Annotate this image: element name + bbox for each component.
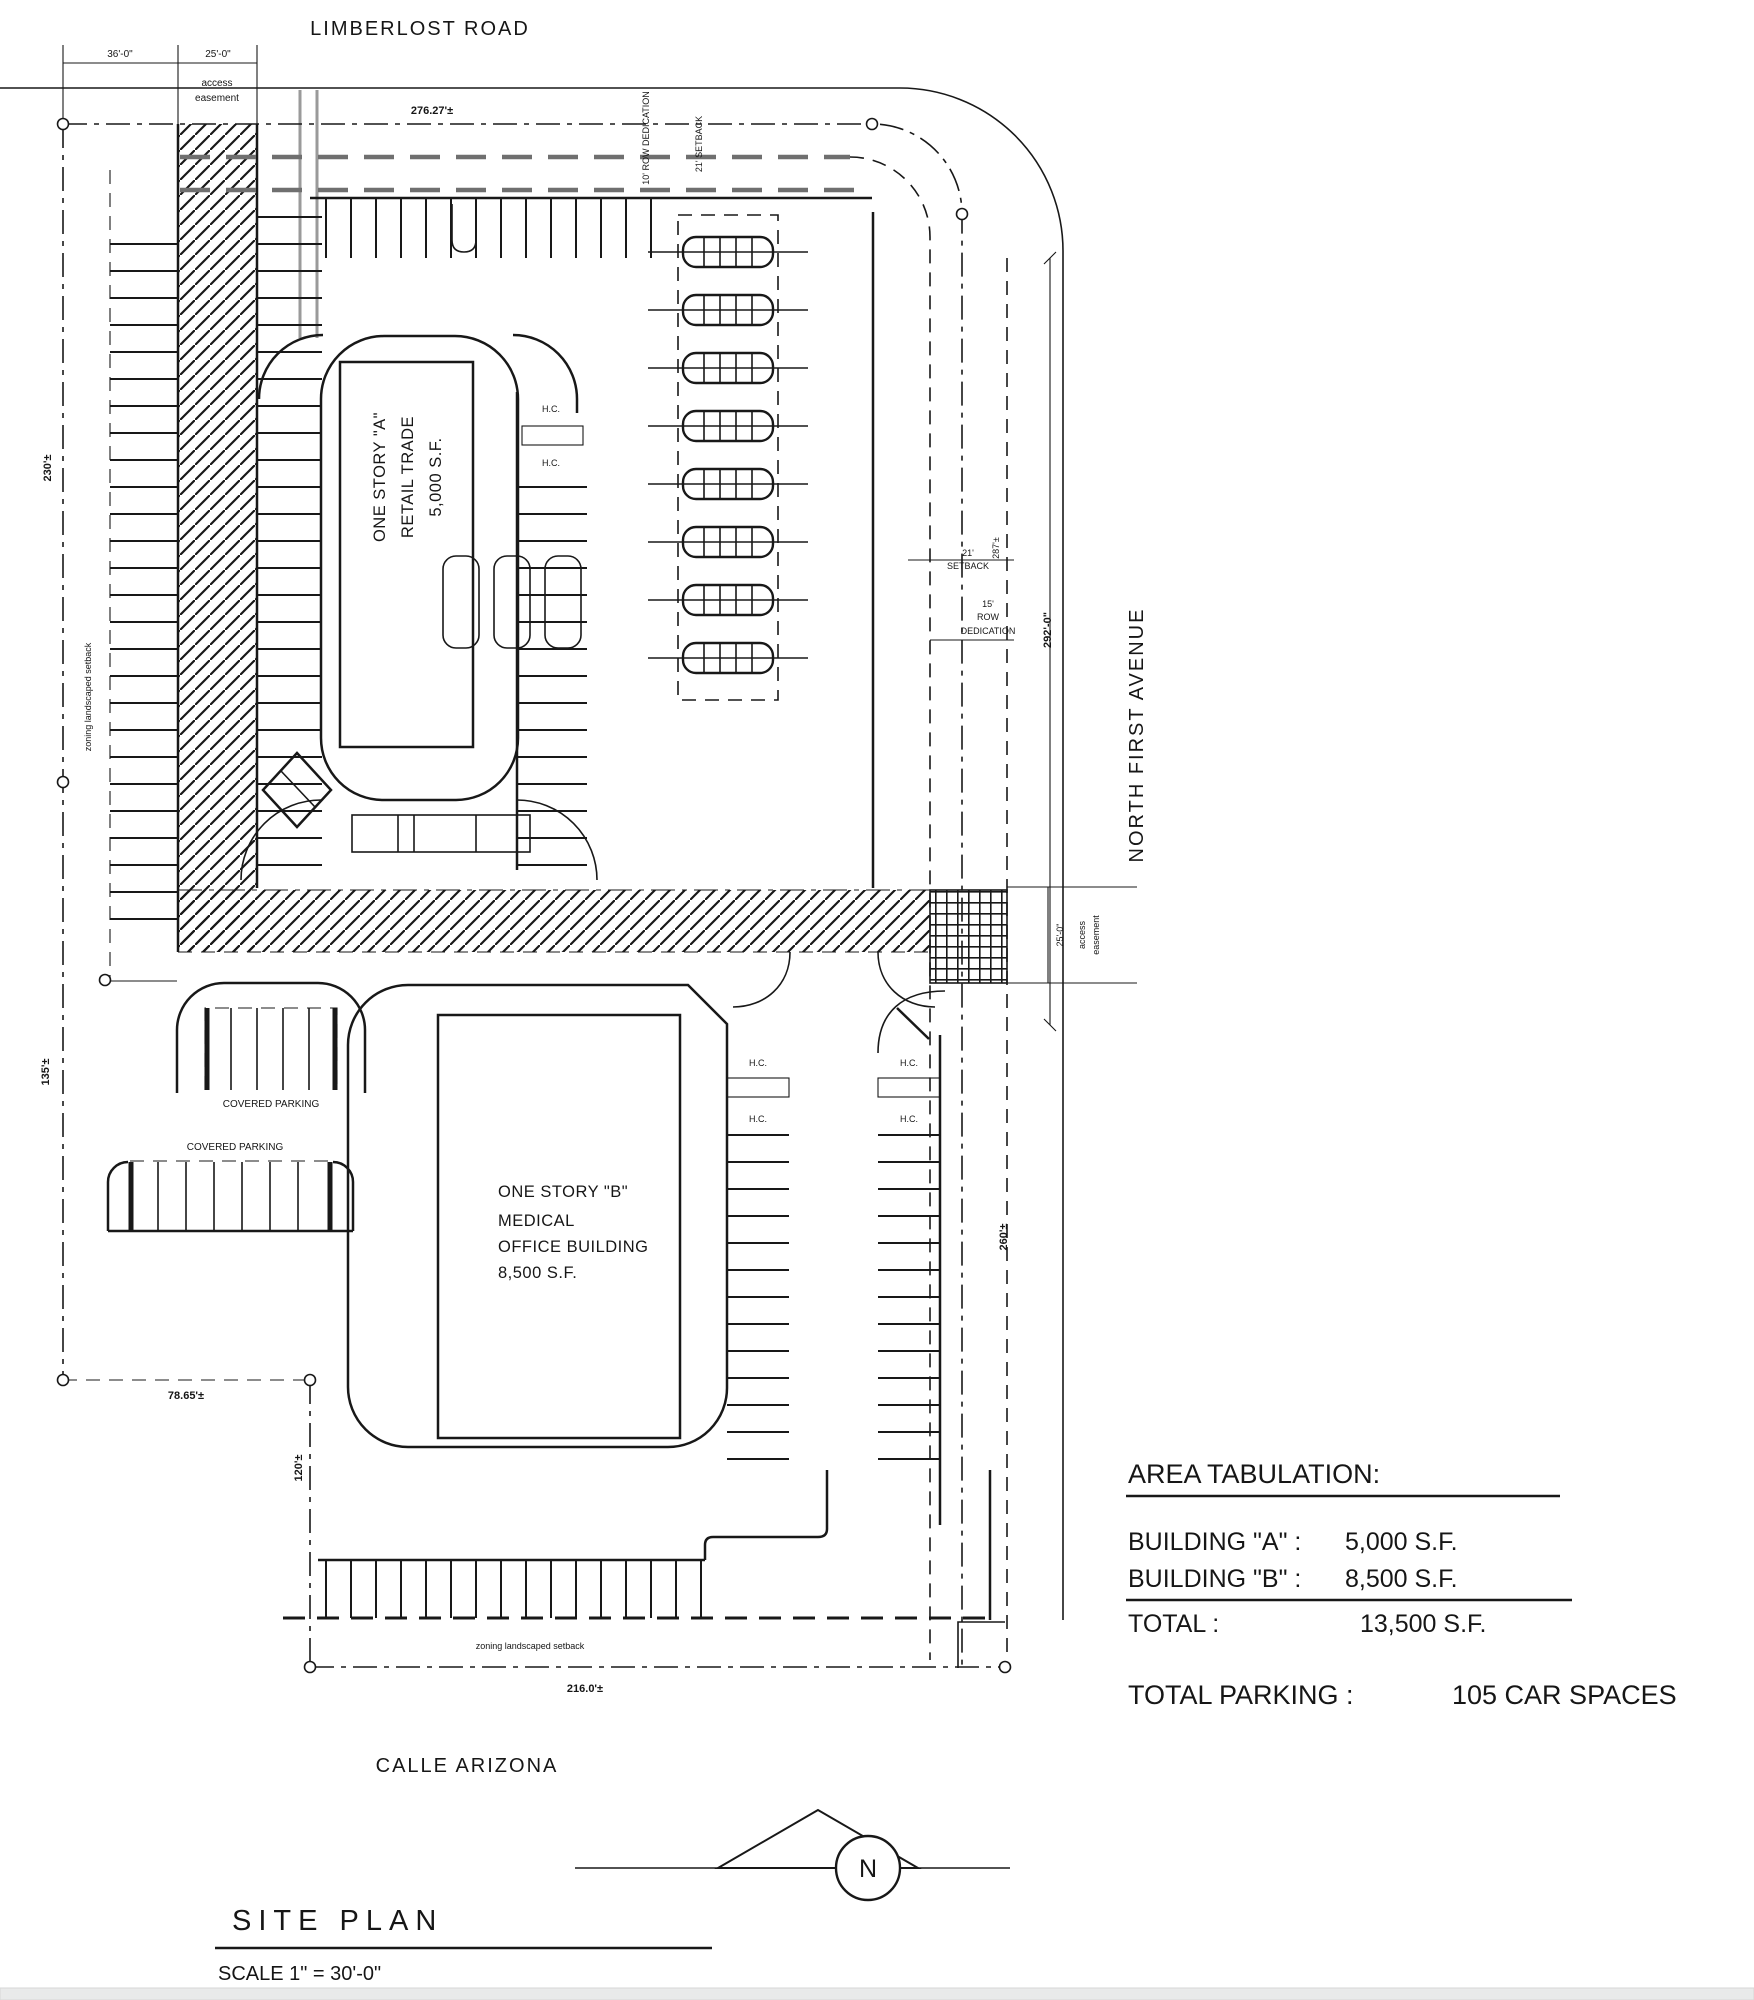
- dim-15-b: ROW: [977, 612, 999, 622]
- dim-135: 135'±: [40, 1058, 52, 1086]
- dim-120: 120'±: [293, 1454, 305, 1482]
- area-total-label: TOTAL :: [1128, 1610, 1220, 1638]
- area-row-b-value: 8,500 S.F.: [1345, 1565, 1458, 1593]
- dim-easement-width: 25'-0": [1055, 923, 1065, 947]
- dim-216: 216.0'±: [566, 1683, 604, 1695]
- area-row-a-value: 5,000 S.F.: [1345, 1528, 1458, 1556]
- north-arrow-icon: [575, 1810, 1010, 1900]
- sheet-scale: SCALE 1" = 30'-0": [218, 1963, 382, 1985]
- dim-seg-lower: 260'±: [998, 1223, 1010, 1251]
- dim-25: 25'-0": [205, 49, 231, 60]
- area-row-b-label: BUILDING "B" :: [1128, 1565, 1302, 1593]
- access-easement-right-1: access: [1077, 920, 1087, 950]
- parking-total-label: TOTAL PARKING :: [1128, 1680, 1354, 1710]
- road-label-calle-arizona: CALLE ARIZONA: [375, 1755, 559, 1777]
- dim-row10: 10' ROW DEDICATION: [641, 91, 651, 185]
- access-easement-top-2: easement: [195, 93, 239, 104]
- zoning-setback-bottom: zoning landscaped setback: [475, 1641, 585, 1651]
- title-block: [215, 1905, 712, 1985]
- building-b-label-3: OFFICE BUILDING: [498, 1238, 649, 1256]
- dim-seg-upper: 287'±: [991, 537, 1001, 559]
- parking-total-value: 105 CAR SPACES: [1452, 1680, 1677, 1710]
- dim-setback21-top: 21' SETBACK: [694, 115, 704, 173]
- dim-230: 230'±: [42, 454, 54, 482]
- hc-label-b1: H.C.: [749, 1058, 767, 1068]
- building-a-label-3: 5,000 S.F.: [427, 437, 445, 517]
- dim-276: 276.27'±: [410, 105, 454, 117]
- dim-15-c: DEDICATION: [960, 626, 1016, 636]
- access-easement-top-1: access: [201, 78, 233, 89]
- road-label-north-first: NORTH FIRST AVENUE: [1126, 607, 1148, 863]
- hc-label-a2: H.C.: [542, 458, 560, 468]
- hc-label-b3: H.C.: [900, 1058, 918, 1068]
- access-easement-right-2: easement: [1091, 915, 1101, 955]
- building-b-label-4: 8,500 S.F.: [498, 1264, 578, 1282]
- hc-label-b4: H.C.: [900, 1114, 918, 1124]
- building-a-label-1: ONE STORY "A": [371, 411, 389, 543]
- area-tabulation-title: AREA TABULATION:: [1128, 1459, 1381, 1489]
- dim-7865: 78.65'±: [167, 1390, 205, 1402]
- dim-292: 292'-0": [1042, 612, 1054, 648]
- covered-parking-label-2: COVERED PARKING: [186, 1142, 284, 1153]
- building-a-label-2: RETAIL TRADE: [399, 415, 417, 539]
- sheet-title: SITE PLAN: [232, 1905, 444, 1937]
- area-total-value: 13,500 S.F.: [1360, 1610, 1487, 1638]
- road-label-limberlost: LIMBERLOST ROAD: [310, 18, 530, 40]
- zoning-setback-left: zoning landscaped setback: [83, 642, 93, 752]
- dim-15-a: 15': [982, 599, 994, 609]
- area-tabulation: [1126, 1459, 1677, 1710]
- bottom-bar: [0, 1988, 1754, 2000]
- parking-south-row: [283, 1470, 1005, 1668]
- hc-label-b2: H.C.: [749, 1114, 767, 1124]
- dim-21-a: 21': [962, 548, 974, 558]
- hc-label-a1: H.C.: [542, 404, 560, 414]
- area-row-a-label: BUILDING "A" :: [1128, 1528, 1302, 1556]
- dim-21-b: SETBACK: [946, 561, 990, 571]
- dim-36: 36'-0": [107, 49, 133, 60]
- landscape-planter-strip: [648, 215, 808, 700]
- covered-parking-label-1: COVERED PARKING: [222, 1099, 320, 1110]
- building-b-label-2: MEDICAL: [498, 1212, 575, 1230]
- north-letter: N: [858, 1855, 878, 1883]
- building-b-label-1: ONE STORY "B": [498, 1183, 629, 1201]
